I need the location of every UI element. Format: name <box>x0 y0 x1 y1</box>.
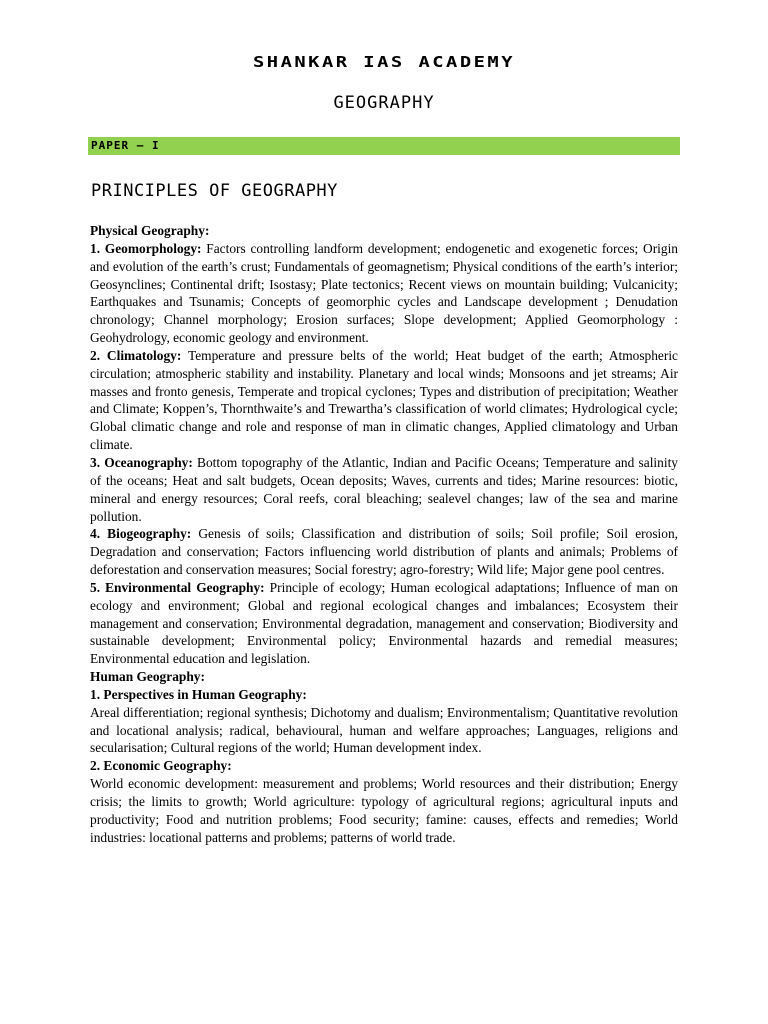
item-label: 1. Geomorphology: <box>90 240 202 256</box>
item-text: Temperature and pressure belts of the world; Heat budget of the earth; Atmospheric circulation; atmospheric stability and instability. Planetary and local winds; Monsoons and jet streams; Air masses and fronto genesis, Temperate and tropical cyclones; Types and distribution of precipitation; Weather and Climate; Koppen’s, Thornthwaite’s and Trewartha’s classification of world climates; Hydrological cycle; Global climatic change and role and response of man in climatic changes, Applied climatology and Urban climate. <box>90 347 678 453</box>
item-text: Genesis of soils; Classification and distribution of soils; Soil profile; Soil erosion, Degradation and conservation; Factors influencing world distribution of plants and animals; Problems of deforestation and conservation measures; Social forestry; agro-forestry; Wild life; Major gene pool centres. <box>90 526 678 578</box>
syllabus-content <box>90 222 678 847</box>
item-text: Factors controlling landform development; endogenetic and exogenetic forces; Origin and evolution of the earth’s crust; Fundamentals of geomagnetism; Physical conditions of the earth’s interior; Geosynclines; Continental drift; Isostasy; Plate tectonics; Recent views on mountain building; Vulcanicity; Earthquakes and Tsunamis; Concepts of geomorphic cycles and Landscape development ; Denudation chronology; Channel morphology; Erosion surfaces; Slope development; Applied Geomorphology : Geohydrology, economic geology and environment. <box>90 240 678 346</box>
item-label: 5. Environmental Geography: <box>90 579 265 595</box>
physical-item-biogeography <box>90 525 678 579</box>
human-item-perspectives-text: Areal differentiation; regional synthesis; Dichotomy and dualism; Environmentalism; Quantitative revolution and locational analysis; radical, behavioural, human and welfare approaches; Languages, religions and secularisation; Cultural regions of the world; Human development index. <box>90 704 678 756</box>
item-text: Bottom topography of the Atlantic, Indian and Pacific Oceans; Temperature and salinity of the oceans; Heat and salt budgets, Ocean deposits; Waves, currents and tides; Marine resources: biotic, mineral and energy resources; Coral reefs, coral bleaching; sealevel changes; law of the sea and marine pollution. <box>90 454 678 524</box>
section-title: PRINCIPLES OF GEOGRAPHY <box>91 181 338 201</box>
item-label: 2. Climatology: <box>90 347 182 363</box>
physical-item-climatology <box>90 347 678 454</box>
academy-title: SHANKAR IAS ACADEMY <box>253 53 515 71</box>
physical-item-oceanography <box>90 454 678 525</box>
item-text: Principle of ecology; Human ecological adaptations; Influence of man on ecology and environment; Global and regional ecological changes and imbalances; Ecosystem their management and conservation; Environmental degradation, management and conservation; Biodiversity and sustainable development; Environmental policy; Environmental hazards and remedial measures; Environmental education and legislation. <box>90 579 679 667</box>
item-label: 3. Oceanography: <box>90 454 193 470</box>
human-item-economic-label: 2. Economic Geography: <box>90 758 232 774</box>
physical-item-environmental <box>90 579 678 668</box>
item-label: 4. Biogeography: <box>90 526 192 542</box>
physical-item-geomorphology <box>90 240 678 347</box>
human-item-perspectives-label: 1. Perspectives in Human Geography: <box>90 686 307 702</box>
paper-label-bar: PAPER – I <box>88 137 680 155</box>
human-item-economic-text: World economic development: measurement and problems; World resources and their distribution; Energy crisis; the limits to growth; World agriculture: typology of agricultural regions; agricultural inputs and productivity; Food and nutrition problems; Food security; famine: causes, effects and remedies; World industries: locational patterns and problems; patterns of world trade. <box>90 776 678 845</box>
human-heading: Human Geography: <box>90 669 205 685</box>
subject-title: GEOGRAPHY <box>333 93 435 113</box>
physical-heading: Physical Geography: <box>90 223 210 238</box>
